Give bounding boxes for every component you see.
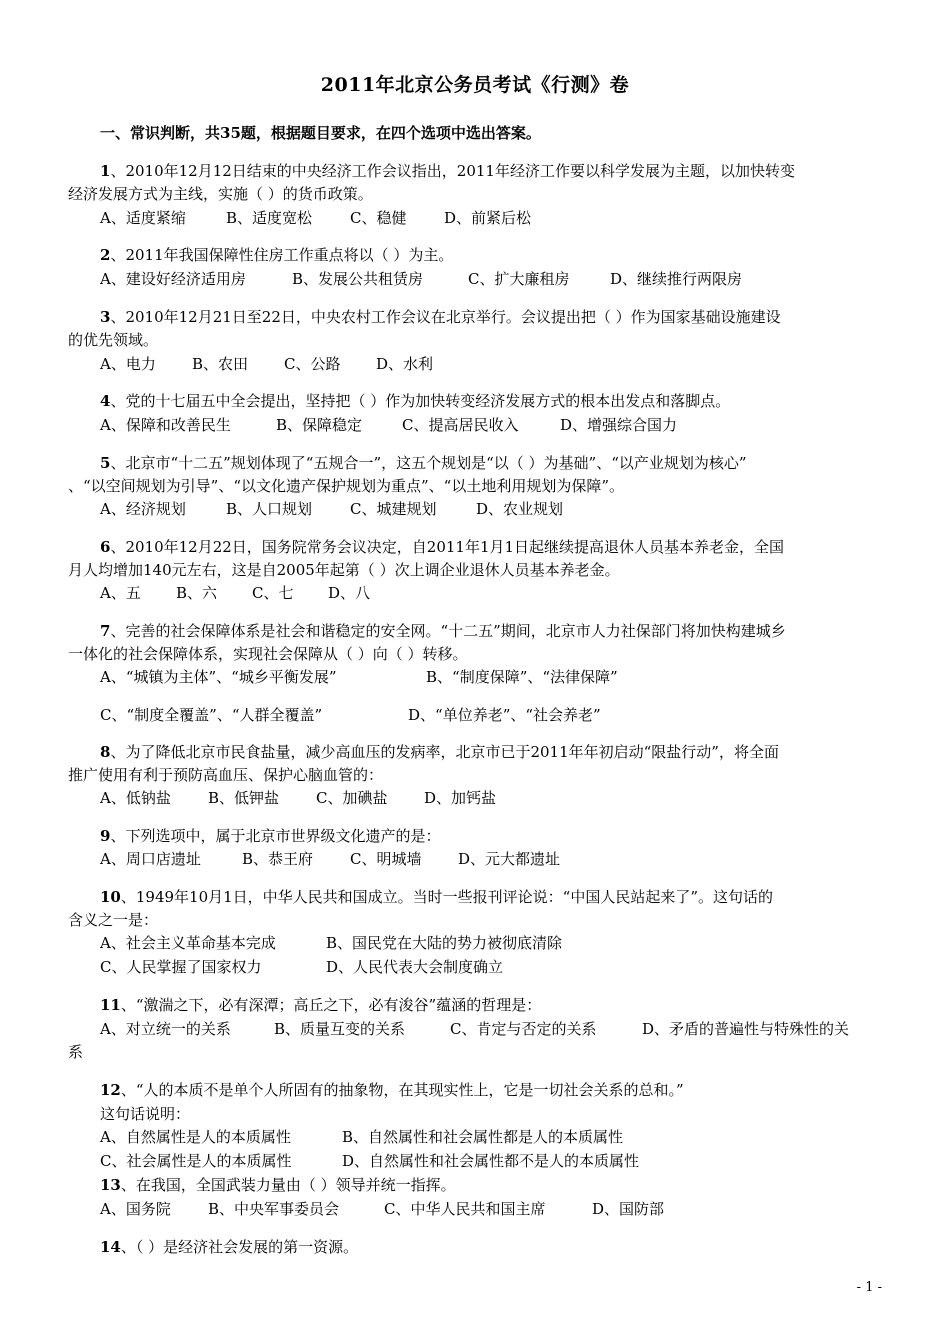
option-c: C、社会属性是人的本质属性 bbox=[100, 1152, 292, 1170]
option-d: D、国防部 bbox=[592, 1200, 665, 1218]
question-9-line1: 9、下列选项中，属于北京市世界级文化遗产的是： bbox=[100, 827, 441, 845]
question-11-options bbox=[100, 1019, 849, 1039]
option-c: C、明城墙 bbox=[350, 850, 422, 868]
option-d: D、矛盾的普遍性与特殊性的关 bbox=[642, 1020, 850, 1038]
option-a: A、经济规划 bbox=[100, 500, 186, 518]
page-number: - 1 - bbox=[856, 1280, 882, 1295]
option-b: B、国民党在大陆的势力被彻底清除 bbox=[326, 934, 563, 952]
question-12-line1: 12、“人的本质不是单个人所固有的抽象物，在其现实性上，它是一切社会关系的总和。” bbox=[100, 1081, 684, 1099]
question-3-line2: 的优先领域。 bbox=[68, 331, 159, 349]
option-b: B、自然属性和社会属性都是人的本质属性 bbox=[342, 1128, 624, 1146]
question-8-line1: 8、为了降低北京市民食盐量，减少高血压的发病率，北京市已于2011年年初启动“限盐行动”，将全面 bbox=[100, 743, 779, 761]
option-c: C、扩大廉租房 bbox=[468, 270, 570, 288]
option-d: D、加钙盐 bbox=[424, 789, 497, 807]
question-4-options bbox=[100, 415, 677, 435]
option-b: B、六 bbox=[176, 584, 218, 602]
option-c: C、人民掌握了国家权力 bbox=[100, 958, 262, 976]
option-a: A、自然属性是人的本质属性 bbox=[100, 1128, 291, 1146]
question-12-options-row2 bbox=[100, 1151, 639, 1171]
option-a: A、电力 bbox=[100, 355, 156, 373]
question-7-line1: 7、完善的社会保障体系是社会和谐稳定的安全网。“十二五”期间，北京市人力社保部门将加快构建城乡 bbox=[100, 622, 786, 640]
question-5-options bbox=[100, 499, 563, 519]
option-d: D、自然属性和社会属性都不是人的本质属性 bbox=[342, 1152, 640, 1170]
option-a: A、保障和改善民生 bbox=[100, 416, 231, 434]
question-9-options bbox=[100, 849, 560, 869]
option-a: A、低钠盐 bbox=[100, 789, 171, 807]
question-3-options bbox=[100, 354, 433, 374]
option-a: A、对立统一的关系 bbox=[100, 1020, 231, 1038]
option-c: C、中华人民共和国主席 bbox=[384, 1200, 546, 1218]
option-a: A、社会主义革命基本完成 bbox=[100, 934, 276, 952]
question-5-line1: 5、北京市“十二五”规划体现了“五规合一”，这五个规划是“以（ ）为基础”、“以产业规划为核心” bbox=[100, 454, 747, 472]
question-6-line2: 月人均增加140元左右，这是自2005年起第（ ）次上调企业退休人员基本养老金。 bbox=[68, 561, 620, 579]
option-b: B、发展公共租赁房 bbox=[292, 270, 424, 288]
page-title: 2011年北京公务员考试《行测》卷 bbox=[320, 74, 630, 96]
option-a: A、适度紧缩 bbox=[100, 209, 186, 227]
option-b: B、保障稳定 bbox=[276, 416, 363, 434]
option-d: D、水利 bbox=[376, 355, 434, 373]
question-8-options bbox=[100, 788, 496, 808]
option-b: B、低钾盐 bbox=[208, 789, 280, 807]
option-c: C、七 bbox=[252, 584, 294, 602]
option-d: D、继续推行两限房 bbox=[610, 270, 743, 288]
question-7-options-row2 bbox=[100, 705, 601, 725]
question-13-line1: 13、在我国，全国武装力量由（ ）领导并统一指挥。 bbox=[100, 1176, 456, 1194]
option-d: D、元大都遗址 bbox=[458, 850, 561, 868]
question-10-options-row2 bbox=[100, 957, 503, 977]
question-8-line2: 推广使用有利于预防高血压、保护心脑血管的： bbox=[68, 766, 384, 784]
option-b: B、适度宽松 bbox=[226, 209, 313, 227]
question-7-line2: 一体化的社会保障体系，实现社会保障从（ ）向（ ）转移。 bbox=[68, 645, 468, 663]
option-a: A、建设好经济适用房 bbox=[100, 270, 246, 288]
question-10-options-row1 bbox=[100, 933, 562, 953]
question-11-line1: 11、“激湍之下，必有深潭；高丘之下，必有浚谷”蕴涵的哲理是： bbox=[100, 996, 542, 1014]
question-7-options-row1 bbox=[100, 667, 618, 687]
question-11-option-d-wrap: 系 bbox=[68, 1043, 84, 1061]
option-a: A、“城镇为主体”、“城乡平衡发展” bbox=[100, 668, 337, 686]
option-a: A、五 bbox=[100, 584, 141, 602]
question-6-line1: 6、2010年12月22日，国务院常务会议决定，自2011年1月1日起继续提高退休人员基本养老金，全国 bbox=[100, 538, 785, 556]
option-d: D、农业规划 bbox=[476, 500, 564, 518]
option-d: D、八 bbox=[328, 584, 371, 602]
option-b: B、“制度保障”、“法律保障” bbox=[426, 668, 618, 686]
option-c: C、肯定与否定的关系 bbox=[450, 1020, 597, 1038]
option-b: B、农田 bbox=[192, 355, 249, 373]
question-13-options bbox=[100, 1199, 664, 1219]
question-1-line2: 经济发展方式为主线，实施（ ）的货币政策。 bbox=[68, 185, 373, 203]
option-d: D、前紧后松 bbox=[444, 209, 532, 227]
question-12-line2: 这句话说明： bbox=[100, 1105, 191, 1123]
option-c: C、“制度全覆盖”、“人群全覆盖” bbox=[100, 706, 323, 724]
question-6-options bbox=[100, 583, 370, 603]
option-b: B、质量互变的关系 bbox=[274, 1020, 406, 1038]
option-d: D、人民代表大会制度确立 bbox=[326, 958, 504, 976]
option-c: C、城建规划 bbox=[350, 500, 437, 518]
option-b: B、中央军事委员会 bbox=[208, 1200, 340, 1218]
option-b: B、恭王府 bbox=[242, 850, 314, 868]
question-12-options-row1 bbox=[100, 1127, 623, 1147]
option-b: B、人口规划 bbox=[226, 500, 313, 518]
option-c: C、稳健 bbox=[350, 209, 407, 227]
question-2-line1: 2、2011年我国保障性住房工作重点将以（ ）为主。 bbox=[100, 246, 454, 264]
question-2-options bbox=[100, 269, 742, 289]
option-c: C、提高居民收入 bbox=[402, 416, 519, 434]
question-10-line1: 10、1949年10月1日，中华人民共和国成立。当时一些报刊评论说：“中国人民站起来了”。这句话的 bbox=[100, 888, 774, 906]
question-5-line2: 、“以空间规划为引导”、“以文化遗产保护规划为重点”、“以土地利用规划为保障”。 bbox=[68, 477, 625, 495]
option-d: D、增强综合国力 bbox=[560, 416, 678, 434]
question-3-line1: 3、2010年12月21日至22日，中央农村工作会议在北京举行。会议提出把（ ）作为国家基础设施建设 bbox=[100, 308, 781, 326]
option-c: C、公路 bbox=[284, 355, 341, 373]
section-heading: 一、常识判断，共35题，根据题目要求，在四个选项中选出答案。 bbox=[100, 124, 541, 142]
question-1-line1: 1、2010年12月12日结束的中央经济工作会议指出，2011年经济工作要以科学发展为主题，以加快转变 bbox=[100, 162, 795, 180]
question-10-line2: 含义之一是： bbox=[68, 911, 159, 929]
question-4-line1: 4、党的十七届五中全会提出，坚持把（ ）作为加快转变经济发展方式的根本出发点和落脚点。 bbox=[100, 392, 731, 410]
option-c: C、加碘盐 bbox=[316, 789, 388, 807]
question-1-options bbox=[100, 208, 531, 228]
option-a: A、国务院 bbox=[100, 1200, 171, 1218]
question-14-line1: 14、（ ）是经济社会发展的第一资源。 bbox=[100, 1238, 359, 1256]
option-d: D、“单位养老”、“社会养老” bbox=[408, 706, 601, 724]
option-a: A、周口店遗址 bbox=[100, 850, 201, 868]
